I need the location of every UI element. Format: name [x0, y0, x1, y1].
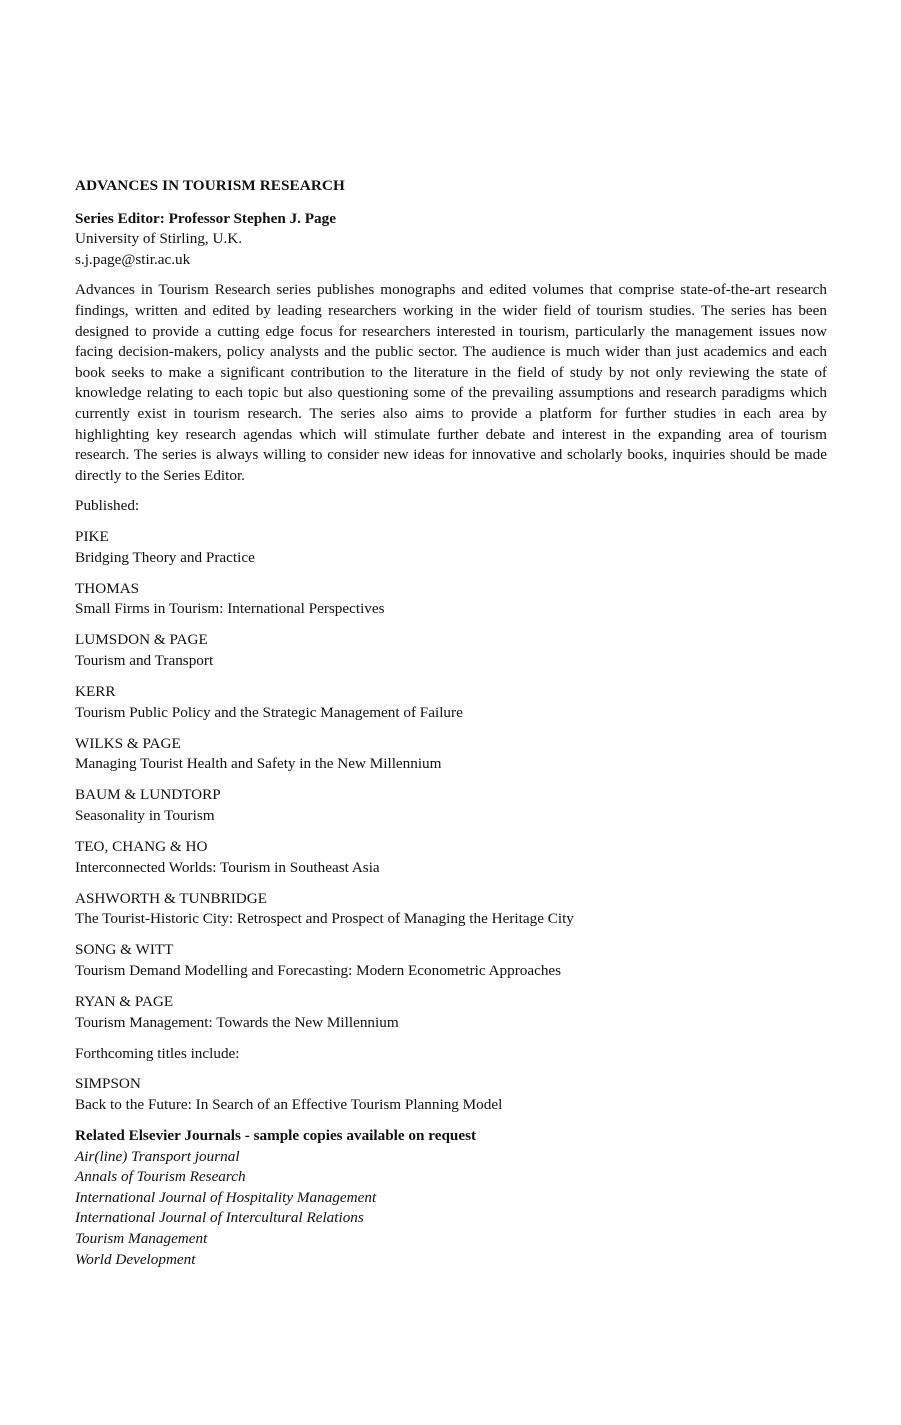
editor-email: s.j.page@stir.ac.uk [75, 250, 191, 268]
journal-title: Air(line) Transport journal [75, 1147, 240, 1165]
book-title: Tourism and Transport [75, 651, 214, 669]
book-author: WILKS & PAGE [75, 734, 181, 752]
book-author: LUMSDON & PAGE [75, 631, 208, 649]
book-title: Bridging Theory and Practice [75, 548, 255, 566]
published-label: Published: [75, 497, 140, 515]
journal-title: International Journal of Intercultural Relations [75, 1209, 364, 1227]
book-entry [75, 837, 827, 878]
journal-title: International Journal of Hospitality Management [75, 1188, 377, 1206]
book-author: KERR [75, 682, 116, 700]
book-author: RYAN & PAGE [75, 993, 174, 1011]
book-author: ASHWORTH & TUNBRIDGE [75, 889, 268, 907]
book-entry [75, 579, 827, 620]
book-entry [75, 682, 827, 723]
related-journal-list [75, 1147, 827, 1271]
book-title: Tourism Management: Towards the New Millennium [75, 1013, 399, 1031]
book-author: THOMAS [75, 579, 140, 597]
series-editor: Series Editor: Professor Stephen J. Page [75, 209, 336, 227]
book-title: Back to the Future: In Search of an Effective Tourism Planning Model [75, 1095, 503, 1113]
book-author: TEO, CHANG & HO [75, 838, 208, 856]
book-entry [75, 785, 827, 826]
forthcoming-book-list [75, 1074, 827, 1115]
book-title: Tourism Demand Modelling and Forecasting: Modern Econometric Approaches [75, 962, 562, 979]
forthcoming-label: Forthcoming titles include: [75, 1044, 240, 1062]
book-entry [75, 630, 827, 671]
journal-title: World Development [75, 1250, 196, 1268]
series-page [75, 176, 827, 1270]
book-title: Tourism Public Policy and the Strategic Management of Failure [75, 703, 463, 721]
book-title: Interconnected Worlds: Tourism in Southeast Asia [75, 858, 380, 876]
series-title: ADVANCES IN TOURISM RESEARCH [75, 177, 345, 194]
book-entry [75, 1074, 827, 1115]
book-title: The Tourist-Historic City: Retrospect and Prospect of Managing the Heritage City [75, 910, 574, 928]
journal-title: Tourism Management [75, 1230, 208, 1248]
editor-affiliation: University of Stirling, U.K. [75, 230, 243, 248]
book-entry [75, 527, 827, 568]
journal-title: Annals of Tourism Research [75, 1168, 246, 1186]
editor-block [75, 209, 827, 271]
series-description: Advances in Tourism Research series publishes monographs and edited volumes that comprise state-of-the-art research findings, written and edited by leading researchers working in the wider field of tourism studies. The series has been designed to provide a cutting edge focus for researchers interested in tourism, particularly the management issues now facing decision-makers, policy analysts and the public sector. The audience is much wider than just academics and each book seeks to make a significant contribution to the literature in the field of study by not only reviewing the state of knowledge relating to each topic but also questioning some of the prevailing assumptions and research paradigms which currently exist in tourism research. The series also aims to provide a platform for further studies in each area by highlighting key research agendas which will stimulate further debate and interest in the expanding area of tourism research. The series is always willing to consider new ideas for innovative and scholarly books, inquiries should be made directly to the Series Editor. [75, 281, 827, 484]
book-author: PIKE [75, 527, 109, 545]
book-entry [75, 940, 827, 981]
related-journals-heading: Related Elsevier Journals - sample copies available on request [75, 1127, 477, 1145]
book-title: Seasonality in Tourism [75, 806, 215, 824]
book-entry [75, 734, 827, 775]
published-book-list [75, 527, 827, 1033]
book-author: SIMPSON [75, 1075, 141, 1093]
book-author: BAUM & LUNDTORP [75, 786, 221, 804]
book-author: SONG & WITT [75, 941, 174, 959]
book-title: Small Firms in Tourism: International Perspectives [75, 600, 385, 618]
book-entry [75, 889, 827, 930]
book-entry [75, 992, 827, 1033]
book-title: Managing Tourist Health and Safety in the New Millennium [75, 755, 442, 773]
